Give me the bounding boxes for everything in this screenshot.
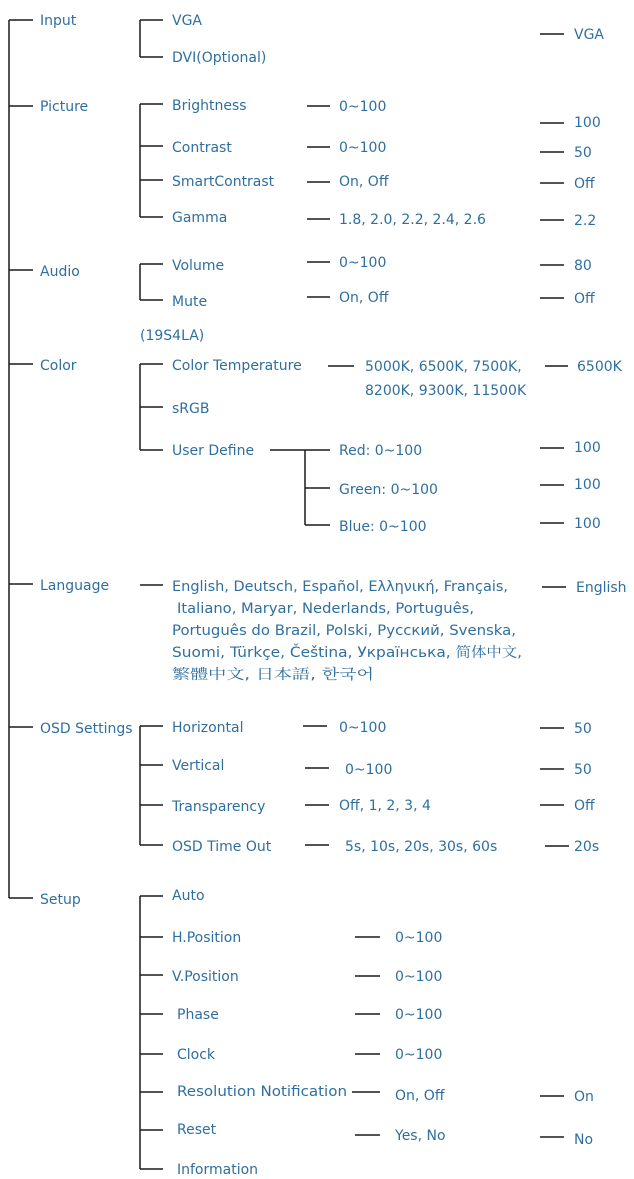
category-audio: Audio [40,264,80,280]
default-osd-time-out: 20s [574,839,600,855]
range-vertical: 0~100 [345,762,393,778]
item-resolution-notification: Resolution Notification [177,1084,347,1100]
default-language: English [576,580,627,596]
default-mute: Off [574,291,595,307]
audio-model-note: (19S4LA) [140,328,205,344]
default-volume: 80 [574,258,592,274]
range-color-temperature-line2: 8200K, 9300K, 11500K [365,383,527,399]
category-input: Input [40,13,77,29]
default-contrast: 50 [574,145,592,161]
item-blue: Blue: 0~100 [339,519,427,535]
range-volume: 0~100 [339,255,387,271]
range-osd-time-out: 5s, 10s, 20s, 30s, 60s [345,839,498,855]
category-language: Language [40,578,110,594]
default-smartcontrast: Off [574,176,595,192]
category-color: Color [40,358,77,374]
default-input: VGA [574,27,605,43]
item-clock: Clock [177,1047,216,1063]
item-horizontal: Horizontal [172,720,244,736]
range-smartcontrast: On, Off [339,174,389,190]
category-setup: Setup [40,892,81,908]
range-clock: 0~100 [395,1047,443,1063]
language-options-line3: Português do Brazil, Polski, Русский, Svenska, [172,623,516,639]
item-brightness: Brightness [172,98,247,114]
range-transparency: Off, 1, 2, 3, 4 [339,798,431,814]
default-green: 100 [574,477,601,493]
language-options-line2: Italiano, Maryar, Nederlands, Português, [177,601,474,617]
default-transparency: Off [574,798,595,814]
range-color-temperature-line1: 5000K, 6500K, 7500K, [365,359,522,375]
category-osd-settings: OSD Settings [40,721,133,737]
language-options-line5: 繁體中文, 日本語, 한국어 [172,667,329,683]
item-transparency: Transparency [172,799,266,815]
default-color-temperature: 6500K [577,359,622,375]
item-user-define: User Define [172,443,255,459]
item-color-temperature: Color Temperature [172,358,302,374]
range-reset: Yes, No [395,1128,446,1144]
range-brightness: 0~100 [339,99,387,115]
default-horizontal: 50 [574,721,592,737]
range-horizontal: 0~100 [339,720,387,736]
default-gamma: 2.2 [574,213,597,229]
item-green: Green: 0~100 [339,482,438,498]
item-reset: Reset [177,1122,217,1138]
item-contrast: Contrast [172,140,232,156]
default-resolution-notification: On [574,1089,594,1105]
item-osd-time-out: OSD Time Out [172,839,272,855]
item-mute: Mute [172,294,208,310]
default-red: 100 [574,440,601,456]
menu-labels [40,13,627,1178]
range-contrast: 0~100 [339,140,387,156]
item-v-position: V.Position [172,969,239,985]
range-mute: On, Off [339,290,389,306]
item-vga: VGA [172,13,203,29]
item-smartcontrast: SmartContrast [172,174,275,190]
range-gamma: 1.8, 2.0, 2.2, 2.4, 2.6 [339,212,486,228]
item-dvi: DVI(Optional) [172,50,267,66]
item-srgb: sRGB [172,401,210,417]
language-options-line4: Suomi, Türkçe, Čeština, Українська, 简体中文, [172,645,491,661]
language-options-line1: English, Deutsch, Español, Ελληνική, Français, [172,579,508,595]
range-resolution-notification: On, Off [395,1088,445,1104]
category-picture: Picture [40,99,89,115]
default-blue: 100 [574,516,601,532]
range-h-position: 0~100 [395,930,443,946]
item-red: Red: 0~100 [339,443,423,459]
item-h-position: H.Position [172,930,242,946]
default-reset: No [574,1132,594,1148]
default-vertical: 50 [574,762,592,778]
item-phase: Phase [177,1007,219,1023]
item-gamma: Gamma [172,210,228,226]
item-information: Information [177,1162,259,1178]
default-brightness: 100 [574,115,601,131]
item-volume: Volume [172,258,225,274]
range-v-position: 0~100 [395,969,443,985]
range-phase: 0~100 [395,1007,443,1023]
item-auto: Auto [172,888,205,904]
item-vertical: Vertical [172,758,225,774]
